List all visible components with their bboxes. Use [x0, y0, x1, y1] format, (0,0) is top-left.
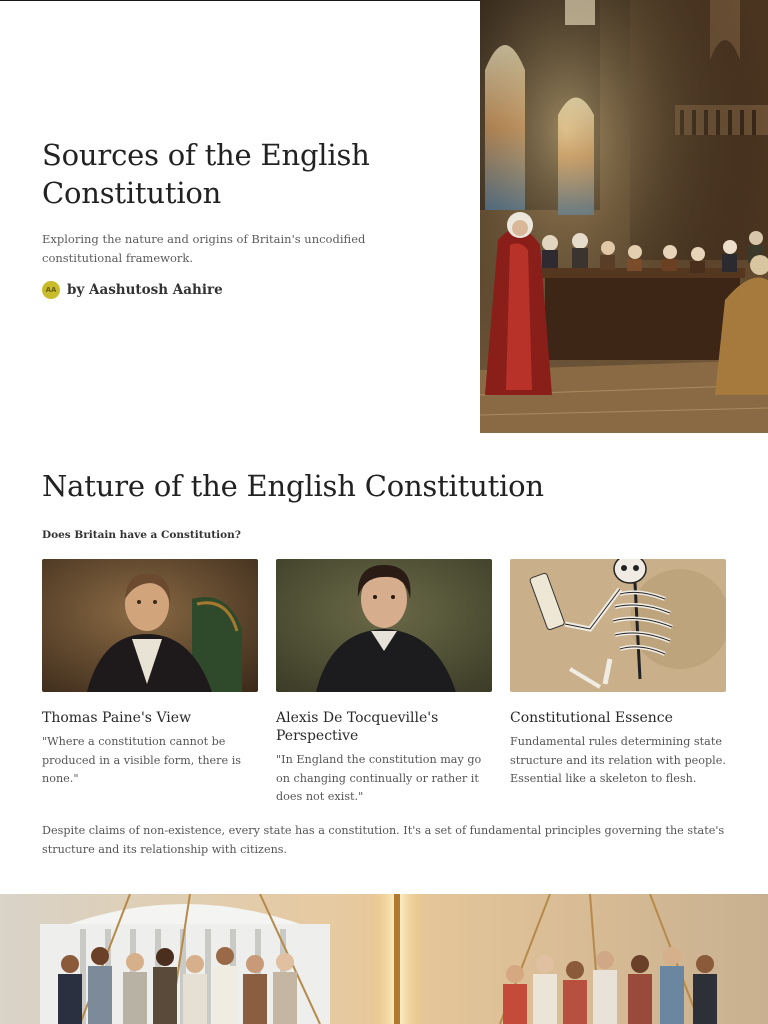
card-title: Constitutional Essence: [510, 710, 673, 726]
skeleton-illustration: [510, 559, 726, 692]
footer-image-citizens: [0, 894, 768, 1024]
card-de-tocqueville[interactable]: [276, 559, 492, 807]
nature-section: [42, 466, 728, 856]
card-title: Thomas Paine's View: [42, 710, 192, 726]
tocqueville-portrait: [276, 559, 492, 692]
card-text: "In England the constitution may go on changing continually or rather it does not exist.": [276, 753, 482, 803]
section-summary: Despite claims of non-existence, every state has a constitution. It's a set of fundamental principles governing the state's structure and its relationship with citizens.: [42, 824, 725, 856]
page-title: Sources of the English Constitution: [42, 138, 370, 210]
card-constitutional-essence[interactable]: [510, 559, 726, 789]
hero-section: [0, 0, 768, 433]
hero-image-parliament: [480, 0, 768, 433]
card-grid: [42, 559, 728, 809]
section-question: Does Britain have a Constitution?: [42, 529, 241, 541]
thomas-paine-portrait: [42, 559, 258, 692]
card-text: Fundamental rules determining state structure and its relation with people. Essential like a skeleton to flesh.: [510, 735, 726, 785]
hero-text: [42, 136, 442, 299]
card-title: Alexis De Tocqueville's Perspective: [276, 710, 439, 744]
author-byline: [42, 281, 442, 299]
page-subtitle: Exploring the nature and origins of Britain's uncodified constitutional framework.: [42, 232, 366, 265]
card-text: "Where a constitution cannot be produced in a visible form, there is none.": [42, 735, 242, 785]
card-thomas-paine[interactable]: [42, 559, 258, 789]
top-divider: [0, 0, 480, 1]
section-title: Nature of the English Constitution: [42, 469, 544, 503]
author-name[interactable]: by Aashutosh Aahire: [67, 282, 223, 298]
avatar[interactable]: AA: [42, 281, 60, 299]
